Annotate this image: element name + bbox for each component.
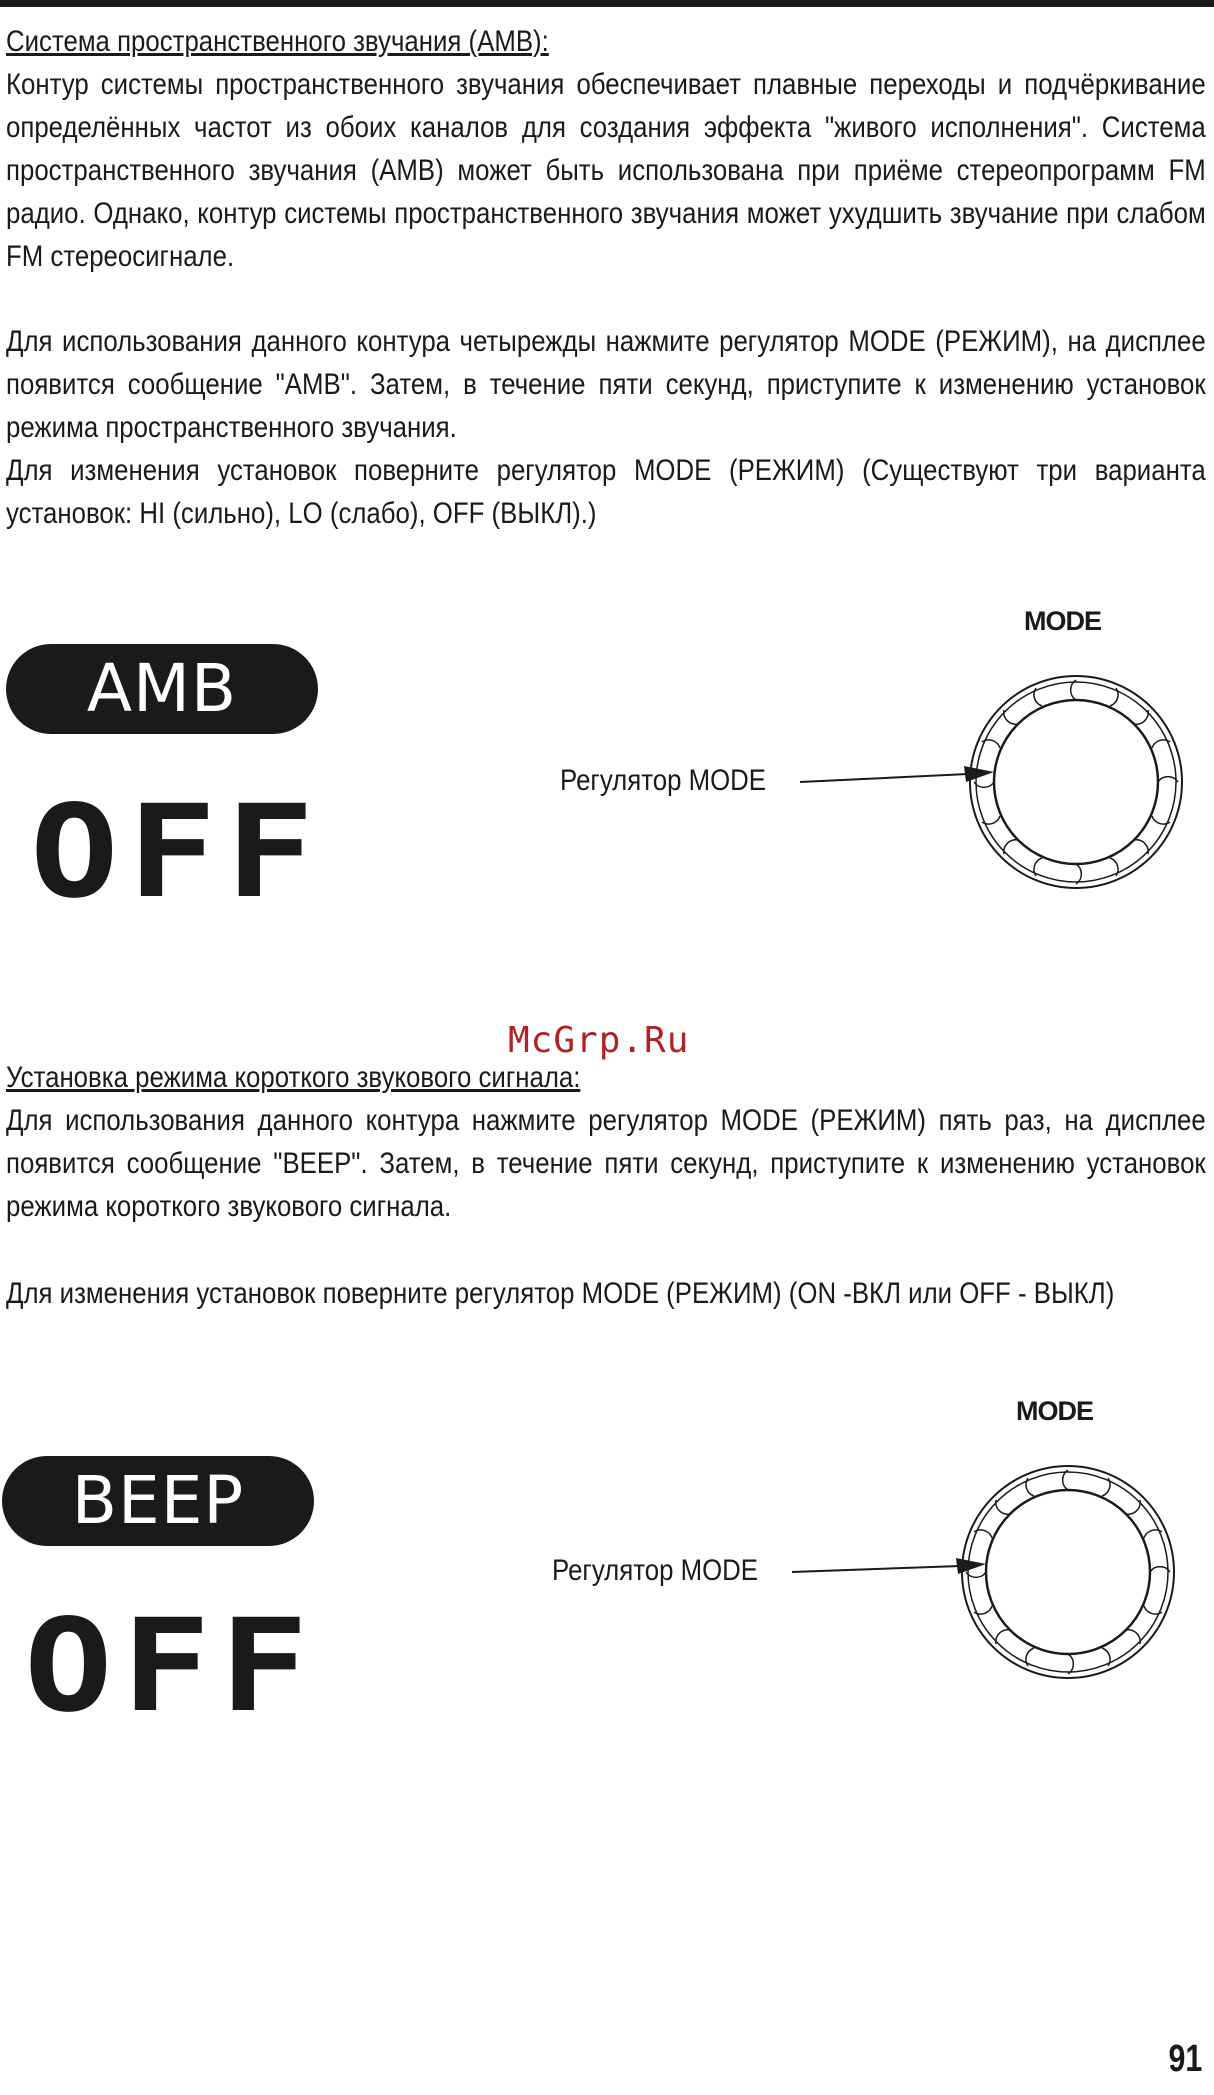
amb-paragraph-1: Контур системы пространственного звучания обеспечивает плавные переходы и подчёркивание определённых частот из обоих каналов для создания эффекта "живого исполнения". Система пространственного звучания (AMB) может быть использована при приёме стереопрограмм FM радио. Однако, контур системы пространственного звучания может ухудшить звучание при слабом FM стереосигнале. <box>6 68 1206 273</box>
amb-mode-knob-icon <box>966 672 1186 892</box>
beep-section-text-2 <box>6 1272 1206 1315</box>
beep-display-label: BEEP <box>2 1456 314 1546</box>
amb-paragraph-2: Для использования данного контура четырежды нажмите регулятор MODE (РЕЖИМ), на дисплее появится сообщение "AMB". Затем, в течение пяти секунд, приступите к изменению установок режима пространственного звучания. <box>6 325 1206 444</box>
amb-heading: Система пространственного звучания (AMB): <box>6 25 549 58</box>
amb-paragraph-3: Для изменения установок поверните регулятор MODE (РЕЖИМ) (Существуют три варианта установок: HI (сильно), LO (слабо), OFF (ВЫКЛ).) <box>6 454 1206 530</box>
beep-paragraph-2: Для изменения установок поверните регулятор MODE (РЕЖИМ) (ON -ВКЛ или OFF - ВЫКЛ) <box>6 1277 1115 1310</box>
beep-mode-title: MODE <box>1016 1396 1093 1426</box>
amb-section-text <box>6 20 1206 278</box>
beep-paragraph-1: Для использования данного контура нажмите регулятор MODE (РЕЖИМ) пять раз, на дисплее появится сообщение "BEEP". Затем, в течение пяти секунд, приступите к изменению установок режима короткого звукового сигнала. <box>6 1104 1206 1223</box>
beep-knob-label: Регулятор MODE <box>552 1554 758 1587</box>
amb-section-text-2 <box>6 320 1206 535</box>
top-rule <box>0 0 1214 7</box>
beep-mode-knob-icon <box>958 1462 1178 1682</box>
watermark: McGrp.Ru <box>508 1020 690 1061</box>
beep-heading: Установка режима короткого звукового сигнала: <box>6 1061 581 1094</box>
amb-mode-title: MODE <box>1024 606 1101 636</box>
amb-knob-label: Регулятор MODE <box>560 764 766 797</box>
amb-display-value: OFF <box>30 778 324 927</box>
beep-section-text <box>6 1056 1206 1228</box>
page-number: 91 <box>1168 2038 1202 2080</box>
beep-display-value: OFF <box>24 1592 318 1741</box>
amb-display-label: AMB <box>6 644 318 734</box>
